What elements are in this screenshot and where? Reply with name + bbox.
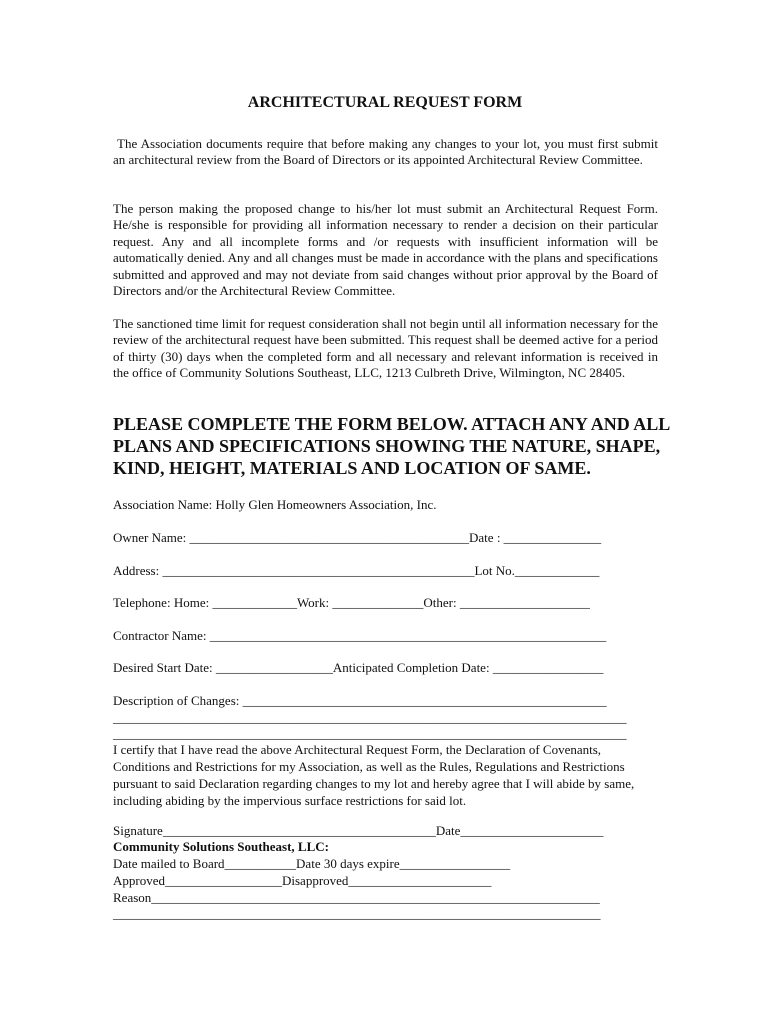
telephone-field[interactable]: Telephone: Home: _____________Work: ______________Other: ____________________ — [113, 595, 590, 610]
date-mailed-field[interactable]: Date mailed to Board___________Date 30 days expire_________________ — [113, 856, 511, 871]
description-continuation-line[interactable]: _______________________________________________________________________________ — [113, 710, 627, 725]
intro-paragraph: The Association documents require that before making any changes to your lot, you must first submit an architectural review from the Board of Directors or its appointed Architectural Review Committee. — [113, 136, 658, 168]
reason-continuation-line[interactable]: ___________________________________________________________________________ — [113, 906, 601, 921]
approval-field[interactable]: Approved__________________Disapproved______________________ — [113, 873, 492, 888]
form-instructions: PLEASE COMPLETE THE FORM BELOW. ATTACH ANY AND ALL PLANS AND SPECIFICATIONS SHOWING THE NATURE, SHAPE, KIND, HEIGHT, MATERIALS AND LOCATION OF SAME. — [113, 414, 670, 478]
reason-field[interactable]: Reason_____________________________________________________________________ — [113, 890, 600, 905]
office-use-heading: Community Solutions Southeast, LLC: — [113, 839, 329, 854]
form-title: ARCHITECTURAL REQUEST FORM — [247, 94, 523, 111]
association-name-field: Association Name: Holly Glen Homeowners Association, Inc. — [113, 497, 437, 512]
responsibility-paragraph: The person making the proposed change to his/her lot must submit an Architectural Request Form. He/she is responsible for providing all information necessary to render a decision on their particular request. Any and all incomplete forms and /or requests with insufficient information will be automatically denied. Any and all changes must be made in accordance with the plans and specifications submitted and approved and may not deviate from said changes without prior approval by the Board of Directors and/or the Architectural Review Committee. — [113, 201, 658, 299]
owner-name-date-field[interactable]: Owner Name: ___________________________________________Date : _______________ — [113, 530, 602, 545]
signature-date-field[interactable]: Signature__________________________________________Date______________________ — [113, 823, 604, 838]
description-continuation-line[interactable]: _______________________________________________________________________________ — [113, 726, 627, 741]
address-lot-field[interactable]: Address: ________________________________________________Lot No._____________ — [113, 563, 600, 578]
contractor-name-field[interactable]: Contractor Name: _____________________________________________________________ — [113, 628, 607, 643]
start-completion-dates-field[interactable]: Desired Start Date: __________________Anticipated Completion Date: _________________ — [113, 660, 604, 675]
description-field[interactable]: Description of Changes: ________________________________________________________ — [113, 693, 607, 708]
certification-statement: I certify that I have read the above Architectural Request Form, the Declaration of Covenants, Conditions and Restrictions for my Association, as well as the Rules, Regulations and Restrictions pursuant to said Declaration regarding changes to my lot and hereby agree that I will abide by same, including abiding by the impervious surface restrictions for said lot. — [113, 742, 635, 808]
time-limit-paragraph: The sanctioned time limit for request consideration shall not begin until all information necessary for the review of the architectural request have been submitted. This request shall be deemed active for a period of thirty (30) days when the completed form and all necessary and relevant information is received in the office of Community Solutions Southeast, LLC, 1213 Culbreth Drive, Wilmington, NC 28405. — [113, 316, 658, 381]
